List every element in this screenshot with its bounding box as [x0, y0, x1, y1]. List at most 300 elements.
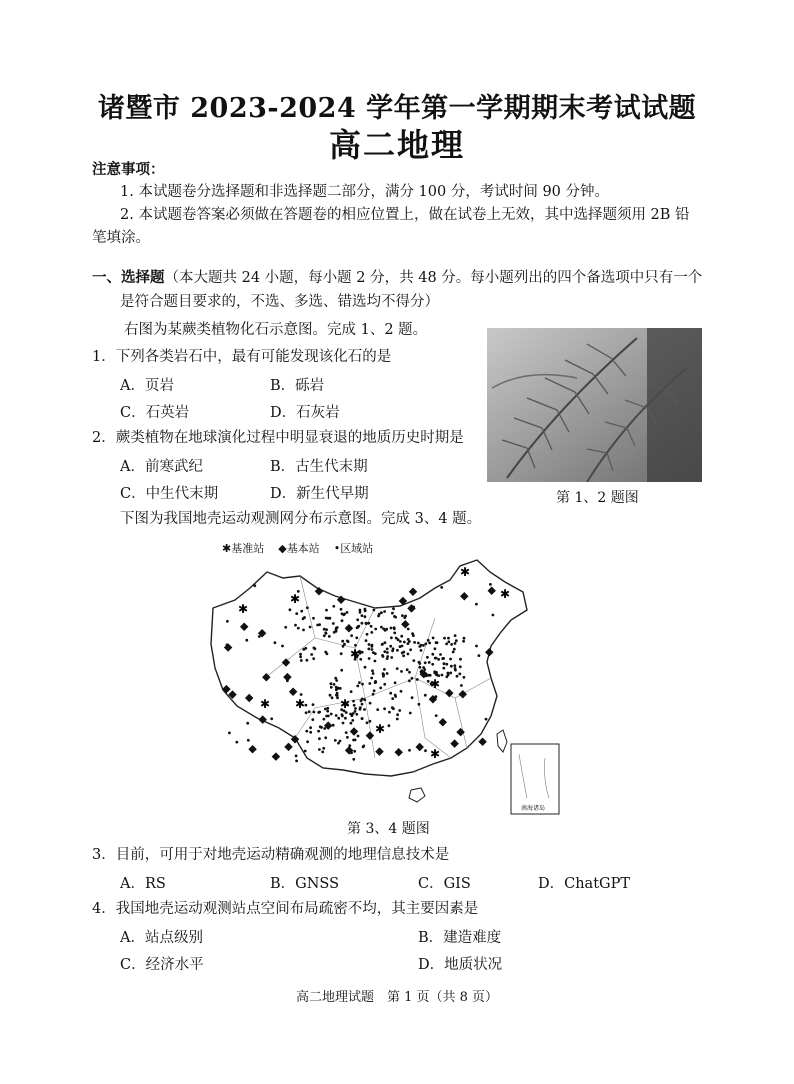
region-station-dot: [371, 644, 374, 647]
region-station-dot: [399, 640, 402, 643]
region-station-dot: [424, 694, 427, 697]
region-station-dot: [407, 642, 410, 645]
reference-station-star: ✱: [294, 697, 306, 711]
basic-station-diamond: [456, 728, 464, 736]
region-station-dot: [295, 755, 298, 758]
region-station-dot: [390, 636, 393, 639]
region-station-dot: [284, 626, 287, 629]
region-station-dot: [342, 722, 345, 725]
region-station-dot: [337, 717, 340, 720]
region-station-dot: [337, 687, 340, 690]
intro-q3-q4: 下图为我国地壳运动观测网分布示意图。完成 3、4 题。: [120, 511, 482, 527]
region-station-dot: [454, 642, 457, 645]
region-station-dot: [382, 655, 385, 658]
region-station-dot: [400, 635, 403, 638]
region-station-dot: [442, 667, 445, 670]
basic-station-diamond: [350, 727, 358, 735]
region-station-dot: [388, 724, 391, 727]
region-station-dot: [364, 608, 367, 611]
region-station-dot: [394, 694, 397, 697]
basic-station-diamond: [315, 587, 323, 595]
basic-station-diamond: [415, 743, 423, 751]
region-station-dot: [453, 648, 456, 651]
region-station-dot: [333, 683, 336, 686]
reference-station-star: ✱: [237, 602, 249, 616]
region-station-dot: [386, 648, 389, 651]
figure-3-4-caption: 第 3、4 题图: [347, 821, 430, 837]
q4-stem: 4．我国地壳运动观测站点空间布局疏密不均，其主要因素是: [92, 901, 479, 917]
region-station-dot: [413, 641, 416, 644]
region-station-dot: [304, 750, 307, 753]
region-station-dot: [342, 613, 345, 616]
region-station-dot: [445, 643, 448, 646]
region-station-dot: [418, 703, 421, 706]
region-station-dot: [330, 713, 333, 716]
region-station-dot: [295, 760, 298, 763]
region-station-dot: [386, 657, 389, 660]
region-station-dot: [453, 664, 456, 667]
q2-option-c: C．中生代末期: [120, 486, 219, 502]
q2-option-b: B．古生代末期: [270, 459, 368, 475]
region-station-dot: [445, 663, 448, 666]
region-station-dot: [373, 689, 376, 692]
region-station-dot: [441, 674, 444, 677]
region-station-dot: [463, 637, 466, 640]
basic-station-diamond: [485, 648, 493, 656]
region-station-dot: [403, 616, 406, 619]
region-station-dot: [356, 685, 359, 688]
region-station-dot: [369, 702, 372, 705]
region-station-dot: [356, 626, 359, 629]
region-station-dot: [328, 635, 331, 638]
region-station-dot: [384, 629, 387, 632]
region-station-dot: [305, 711, 308, 714]
region-station-dot: [363, 708, 366, 711]
region-station-dot: [427, 639, 430, 642]
q4-option-d: D．地质状况: [418, 957, 503, 973]
region-station-dot: [388, 711, 391, 714]
region-station-dot: [326, 707, 329, 710]
region-station-dot: [382, 673, 385, 676]
region-station-dot: [359, 611, 362, 614]
region-station-dot: [437, 658, 440, 661]
legend-star-icon: ✱: [222, 542, 232, 555]
region-station-dot: [332, 622, 335, 625]
region-station-dot: [424, 661, 427, 664]
region-station-dot: [372, 672, 375, 675]
region-station-dot: [432, 637, 435, 640]
region-station-dot: [373, 609, 376, 612]
region-station-dot: [297, 627, 300, 630]
region-station-dot: [365, 639, 368, 642]
notes-item-2-line2: 笔填涂。: [92, 230, 150, 246]
region-station-dot: [316, 624, 319, 627]
region-station-dot: [459, 658, 462, 661]
q2-option-d: D．新生代早期: [270, 486, 369, 502]
region-station-dot: [235, 741, 238, 744]
region-station-dot: [386, 672, 389, 675]
region-station-dot: [391, 697, 394, 700]
region-station-dot: [489, 583, 492, 586]
region-station-dot: [407, 653, 410, 656]
region-station-dot: [396, 667, 399, 670]
region-station-dot: [324, 736, 327, 739]
region-station-dot: [323, 634, 326, 637]
basic-station-diamond: [345, 624, 353, 632]
region-station-dot: [475, 603, 478, 606]
region-station-dot: [353, 750, 356, 753]
q3-stem: 3．目前，可用于对地壳运动精确观测的地理信息技术是: [92, 847, 450, 863]
region-station-dot: [341, 640, 344, 643]
region-station-dot: [302, 648, 305, 651]
region-station-dot: [306, 606, 309, 609]
reference-station-star: ✱: [459, 565, 471, 579]
region-station-dot: [400, 670, 403, 673]
q1-option-d: D．石灰岩: [270, 405, 340, 421]
region-station-dot: [310, 653, 313, 656]
basic-station-diamond: [439, 718, 447, 726]
region-station-dot: [443, 637, 446, 640]
region-station-dot: [381, 643, 384, 646]
region-station-dot: [361, 622, 364, 625]
region-station-dot: [383, 610, 386, 613]
basic-station-diamond: [478, 738, 486, 746]
region-station-dot: [418, 662, 421, 665]
reference-station-star: ✱: [349, 647, 361, 661]
region-station-dot: [358, 681, 361, 684]
region-station-dot: [311, 718, 314, 721]
region-station-dot: [320, 726, 323, 729]
basic-station-diamond: [487, 586, 495, 594]
region-station-dot: [350, 634, 353, 637]
region-station-dot: [334, 739, 337, 742]
region-station-dot: [329, 694, 332, 697]
q1-option-c: C．石英岩: [120, 405, 190, 421]
region-station-dot: [439, 653, 442, 656]
q1-option-a: A．页岩: [120, 378, 174, 394]
region-station-dot: [422, 644, 425, 647]
region-station-dot: [416, 678, 419, 681]
region-station-dot: [401, 614, 404, 617]
region-station-dot: [289, 608, 292, 611]
region-station-dot: [450, 665, 453, 668]
region-station-dot: [380, 611, 383, 614]
region-station-dot: [302, 629, 305, 632]
region-station-dot: [318, 737, 321, 740]
basic-station-diamond: [289, 687, 297, 695]
region-station-dot: [331, 696, 334, 699]
basic-station-diamond: [222, 685, 230, 693]
region-station-dot: [380, 626, 383, 629]
region-station-dot: [362, 745, 365, 748]
region-station-dot: [344, 717, 347, 720]
region-station-dot: [431, 653, 434, 656]
region-station-dot: [396, 649, 399, 652]
basic-station-diamond: [459, 690, 467, 698]
legend-dot-label: 区域站: [340, 542, 374, 555]
china-outline: [211, 560, 527, 776]
region-station-dot: [361, 651, 364, 654]
region-station-dot: [408, 749, 411, 752]
region-station-dot: [340, 652, 343, 655]
region-station-dot: [228, 732, 231, 735]
region-station-dot: [449, 658, 452, 661]
figure-1-2-caption: 第 1、2 题图: [556, 490, 639, 506]
taiwan-island: [497, 730, 507, 752]
region-station-dot: [435, 673, 438, 676]
region-station-dot: [332, 724, 335, 727]
region-station-dot: [309, 626, 312, 629]
region-station-dot: [391, 649, 394, 652]
region-station-dot: [305, 730, 308, 733]
basic-station-diamond: [366, 731, 374, 739]
region-station-dot: [428, 642, 431, 645]
notes-item-1: 1. 本试题卷分选择题和非选择题二部分，满分 100 分，考试时间 90 分钟。: [120, 184, 610, 200]
region-station-dot: [420, 644, 423, 647]
region-station-dot: [300, 659, 303, 662]
reference-station-star: ✱: [429, 747, 441, 761]
q3-option-d: D．ChatGPT: [538, 876, 631, 892]
region-station-dot: [326, 652, 329, 655]
region-station-dot: [324, 631, 327, 634]
region-station-dot: [247, 739, 250, 742]
basic-station-diamond: [224, 643, 232, 651]
section-label: 一、选择题: [92, 269, 165, 286]
reference-station-star: ✱: [429, 677, 441, 691]
region-station-dot: [411, 696, 414, 699]
region-station-dot: [435, 641, 438, 644]
region-station-dot: [402, 651, 405, 654]
region-station-dot: [434, 647, 437, 650]
region-station-dot: [368, 682, 371, 685]
region-station-dot: [408, 679, 411, 682]
q3-option-b: B．GNSS: [270, 876, 340, 892]
south-china-sea-inset: [511, 744, 559, 814]
region-station-dot: [386, 651, 389, 654]
region-station-dot: [485, 718, 488, 721]
legend-star-label: 基准站: [231, 542, 265, 555]
region-station-dot: [455, 639, 458, 642]
region-station-dot: [318, 748, 321, 751]
region-station-dot: [433, 670, 436, 673]
region-station-dot: [446, 675, 449, 678]
region-station-dot: [366, 633, 369, 636]
basic-station-diamond: [460, 592, 468, 600]
region-station-dot: [335, 714, 338, 717]
region-station-dot: [281, 645, 284, 648]
region-station-dot: [424, 642, 427, 645]
basic-station-diamond: [407, 604, 415, 612]
region-station-dot: [392, 707, 395, 710]
region-station-dot: [345, 731, 348, 734]
region-station-dot: [417, 642, 420, 645]
page-footer: 高二地理试题 第 1 页（共 8 页）: [295, 990, 499, 1005]
region-station-dot: [454, 667, 457, 670]
region-station-dot: [431, 663, 434, 666]
region-station-dot: [306, 740, 309, 743]
region-station-dot: [343, 643, 346, 646]
region-station-dot: [360, 699, 363, 702]
region-station-dot: [409, 648, 412, 651]
basic-station-diamond: [272, 752, 280, 760]
region-station-dot: [353, 704, 356, 707]
region-station-dot: [447, 672, 450, 675]
region-station-dot: [312, 617, 315, 620]
region-station-dot: [326, 710, 329, 713]
region-station-dot: [370, 625, 373, 628]
region-station-dot: [340, 669, 343, 672]
region-station-dot: [361, 614, 364, 617]
fern-fossil-image: [487, 328, 702, 482]
region-station-dot: [295, 612, 298, 615]
region-station-dot: [335, 694, 338, 697]
region-station-dot: [447, 640, 450, 643]
q1-option-b: B．砾岩: [270, 378, 325, 394]
region-station-dot: [361, 703, 364, 706]
region-station-dot: [318, 711, 321, 714]
region-station-dot: [323, 628, 326, 631]
region-station-dot: [450, 643, 453, 646]
region-station-dot: [364, 666, 367, 669]
region-station-dot: [406, 668, 409, 671]
region-station-dot: [253, 584, 256, 587]
reference-station-star: ✱: [339, 697, 351, 711]
q4-option-a: A．站点级别: [120, 930, 203, 946]
region-station-dot: [325, 715, 328, 718]
region-station-dot: [274, 641, 277, 644]
region-station-dot: [346, 736, 349, 739]
reference-station-star: ✱: [289, 592, 301, 606]
region-station-dot: [409, 712, 412, 715]
intro-q1-q2: 右图为某蕨类植物化石示意图。完成 1、2 题。: [124, 322, 428, 338]
region-station-dot: [323, 727, 326, 730]
q3-option-c: C．GIS: [418, 876, 471, 892]
notes-heading: 注意事项：: [92, 161, 165, 178]
region-station-dot: [346, 611, 349, 614]
region-station-dot: [383, 650, 386, 653]
region-station-dot: [392, 607, 395, 610]
region-station-dot: [408, 671, 411, 674]
region-station-dot: [398, 709, 401, 712]
region-station-dot: [407, 638, 410, 641]
region-station-dot: [454, 634, 457, 637]
q4-option-b: B．建造难度: [418, 930, 502, 946]
legend-dot-icon: •: [333, 542, 341, 555]
region-station-dot: [325, 628, 328, 631]
region-station-dot: [354, 707, 357, 710]
region-station-dot: [407, 628, 410, 631]
region-station-dot: [475, 645, 478, 648]
region-station-dot: [313, 711, 316, 714]
inset-label: 南海诸岛: [521, 805, 546, 812]
q1-stem: 1．下列各类岩石中，最有可能发现该化石的是: [92, 349, 392, 365]
region-station-dot: [346, 640, 349, 643]
region-station-dot: [402, 654, 405, 657]
region-station-dot: [463, 676, 466, 679]
region-station-dot: [462, 640, 465, 643]
region-station-dot: [442, 657, 445, 660]
region-station-dot: [330, 686, 333, 689]
region-station-dot: [352, 712, 355, 715]
region-station-dot: [361, 717, 364, 720]
region-station-dot: [366, 721, 369, 724]
region-station-dot: [403, 641, 406, 644]
region-station-dot: [345, 711, 348, 714]
region-station-dot: [372, 651, 375, 654]
q2-stem: 2．蕨类植物在地球演化过程中明显衰退的地质历史时期是: [92, 430, 464, 446]
region-station-dot: [396, 718, 399, 721]
region-station-dot: [325, 609, 328, 612]
basic-station-diamond: [282, 658, 290, 666]
basic-station-diamond: [245, 694, 253, 702]
section-desc-line2: 是符合题目要求的，不选、多选、错选均不得分）: [120, 294, 439, 310]
region-station-dot: [492, 614, 495, 617]
region-station-dot: [447, 637, 450, 640]
region-station-dot: [299, 656, 302, 659]
region-station-dot: [361, 683, 364, 686]
region-station-dot: [352, 758, 355, 761]
region-station-dot: [374, 628, 377, 631]
region-station-dot: [350, 722, 353, 725]
basic-station-diamond: [445, 689, 453, 697]
region-station-dot: [419, 666, 422, 669]
region-station-dot: [456, 675, 459, 678]
region-station-dot: [327, 617, 330, 620]
region-station-dot: [299, 653, 302, 656]
region-station-dot: [393, 627, 396, 630]
region-station-dot: [443, 662, 446, 665]
basic-station-diamond: [283, 673, 291, 681]
region-station-dot: [449, 672, 452, 675]
basic-station-diamond: [450, 739, 458, 747]
region-station-dot: [368, 657, 371, 660]
region-station-dot: [336, 696, 339, 699]
region-station-dot: [367, 648, 370, 651]
region-station-dot: [351, 719, 354, 722]
region-station-dot: [389, 645, 392, 648]
region-station-dot: [394, 681, 397, 684]
page-title: 诸暨市 2023-2024 学年第一学期期末考试试题: [97, 93, 697, 124]
region-station-dot: [306, 659, 309, 662]
region-station-dot: [340, 608, 343, 611]
region-station-dot: [379, 687, 382, 690]
region-station-dot: [363, 698, 366, 701]
region-station-dot: [390, 627, 393, 630]
region-station-dot: [322, 747, 325, 750]
region-station-dot: [400, 690, 403, 693]
region-station-dot: [383, 668, 386, 671]
region-station-dot: [246, 722, 249, 725]
region-station-dot: [460, 684, 463, 687]
region-station-dot: [458, 673, 461, 676]
region-station-dot: [384, 641, 387, 644]
region-station-dot: [370, 631, 373, 634]
region-station-dot: [368, 643, 371, 646]
region-station-dot: [341, 715, 344, 718]
section-desc-line1: （本大题共 24 小题，每小题 2 分，共 48 分。每小题列出的四个备选项中只有一个: [164, 270, 703, 286]
region-station-dot: [396, 713, 399, 716]
region-station-dot: [313, 647, 316, 650]
basic-station-diamond: [284, 743, 292, 751]
region-station-dot: [374, 680, 377, 683]
region-station-dot: [323, 718, 326, 721]
region-station-dot: [335, 630, 338, 633]
region-station-dot: [324, 708, 327, 711]
china-station-map: [205, 558, 565, 820]
region-station-dot: [350, 690, 353, 693]
region-station-dot: [369, 720, 372, 723]
region-station-dot: [420, 649, 423, 652]
